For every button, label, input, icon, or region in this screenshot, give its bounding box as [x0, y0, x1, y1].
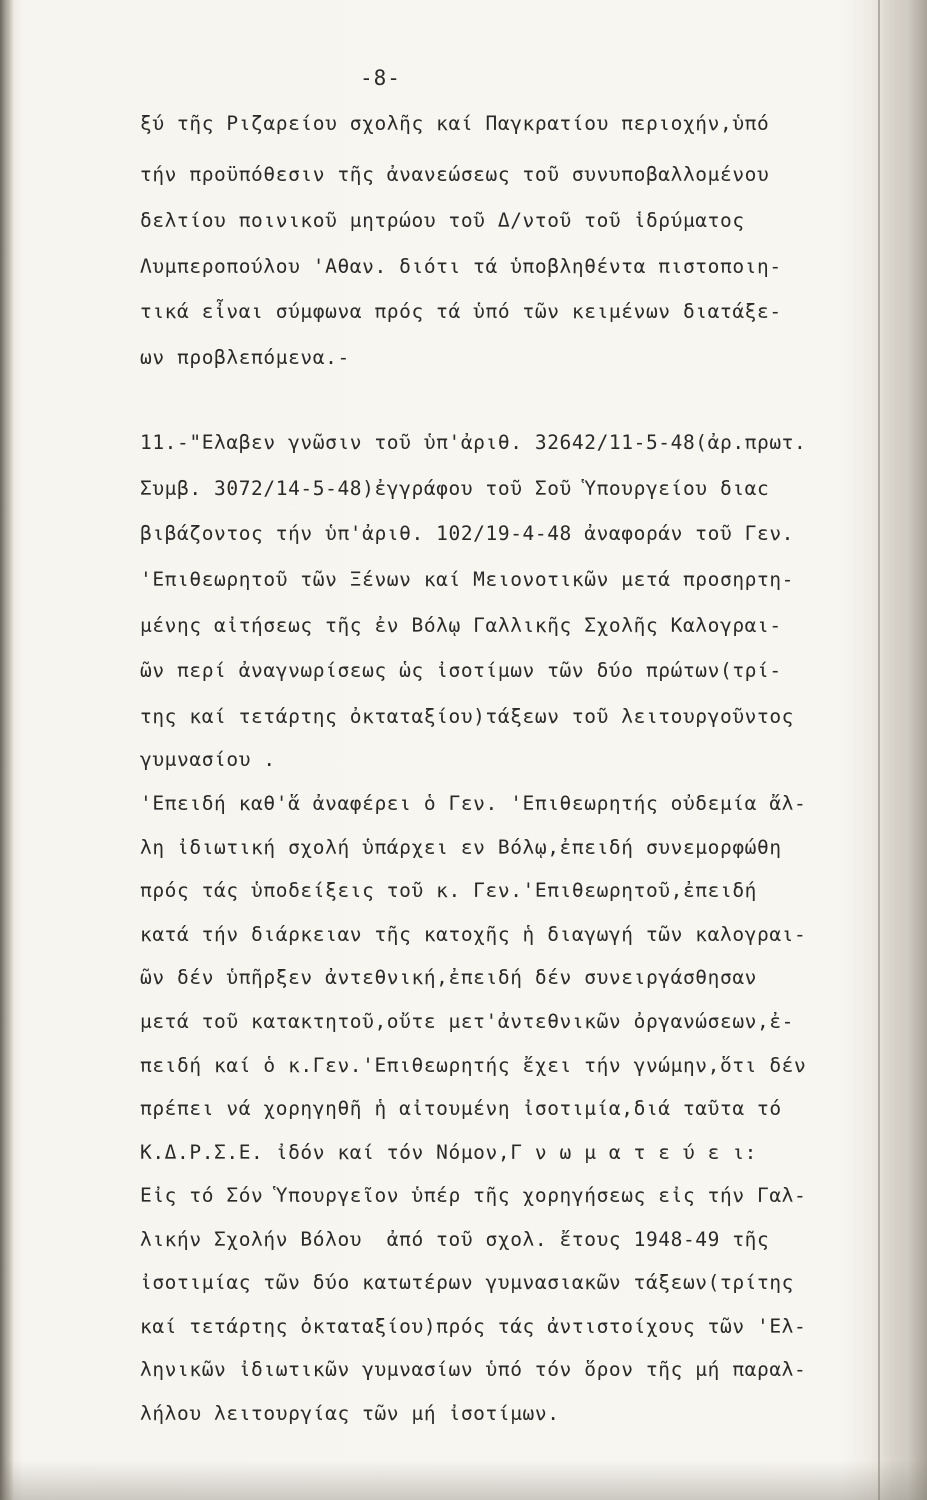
text-line: Λυμπεροπούλου 'Αθαν. διότι τά ὑποβληθέντα πιστοποιη-: [140, 255, 782, 278]
text-line: ληνικῶν ἰδιωτικῶν γυμνασίων ὑπό τόν ὅρον τῆς μή παραλ-: [140, 1358, 807, 1381]
text-line: ξύ τῆς Ριζαρείου σχολῆς καί Παγκρατίου περιοχήν,ὑπό: [140, 112, 770, 135]
text-line: τικά εἶναι σύμφωνα πρός τά ὑπό τῶν κειμένων διατάξε-: [140, 300, 782, 323]
text-line: 11.-"Ελαβεν γνῶσιν τοῦ ὑπ'ἀριθ. 32642/11-5-48(ἀρ.πρωτ.: [140, 431, 807, 454]
text-line: Εἰς τό Σόν Ὑπουργεῖον ὑπέρ τῆς χορηγήσεως εἰς τήν Γαλ-: [140, 1184, 807, 1207]
text-line: λικήν Σχολήν Βόλου ἀπό τοῦ σχολ. ἔτους 1948-49 τῆς: [140, 1228, 770, 1251]
text-line: πρός τάς ὑποδείξεις τοῦ κ. Γεν.'Επιθεωρητοῦ,ἐπειδή: [140, 879, 757, 902]
text-line: βιβάζοντος τήν ὑπ'ἀριθ. 102/19-4-48 ἀναφοράν τοῦ Γεν.: [140, 522, 795, 545]
text-line: πειδή καί ὁ κ.Γεν.'Επιθεωρητής ἔχει τήν γνώμην,ὅτι δέν: [140, 1054, 807, 1077]
text-line: της καί τετάρτης ὀκταταξίου)τάξεων τοῦ λειτουργοῦντος: [140, 705, 795, 728]
text-line: μετά τοῦ κατακτητοῦ,οὔτε μετ'ἀντεθνικῶν ὀργανώσεων,ἐ-: [140, 1010, 795, 1033]
text-line: γυμνασίου .: [140, 748, 276, 771]
text-line: καί τετάρτης ὀκταταξίου)πρός τάς ἀντιστοίχους τῶν 'Ελ-: [140, 1315, 807, 1338]
text-line: λήλου λειτουργίας τῶν μή ἰσοτίμων.: [140, 1402, 560, 1425]
left-page-edge: [0, 0, 14, 1500]
text-line: ῶν περί ἀναγνωρίσεως ὡς ἰσοτίμων τῶν δύο πρώτων(τρί-: [140, 659, 782, 682]
text-line: Κ.Δ.Ρ.Σ.Ε. ἰδόν καί τόν Νόμον,Γ ν ω μ α τ ε ύ ε ι:: [140, 1141, 757, 1164]
text-line: δελτίου ποινικοῦ μητρώου τοῦ Δ/ντοῦ τοῦ ἱδρύματος: [140, 209, 745, 232]
fold-line: [878, 0, 880, 1500]
text-line: ων προβλεπόμενα.-: [140, 346, 350, 369]
text-line: πρέπει νά χορηγηθῆ ἡ αἰτουμένη ἰσοτιμία,διά ταῦτα τό: [140, 1097, 782, 1120]
text-line: Συμβ. 3072/14-5-48)ἐγγράφου τοῦ Σοῦ Ὑπουργείου διαc: [140, 477, 770, 500]
text-line: μένης αἰτήσεως τῆς ἐν Βόλῳ Γαλλικῆς Σχολῆς Καλογραι-: [140, 614, 782, 637]
text-line: ἰσοτιμίας τῶν δύο κατωτέρων γυμνασιακῶν τάξεων(τρίτης: [140, 1271, 795, 1294]
bottom-shadow: [0, 1460, 927, 1500]
text-line: λη ἰδιωτική σχολή ὑπάρχει εν Βόλῳ,ἐπειδή συνεμορφώθη: [140, 836, 782, 859]
text-line: τήν προϋπόθεσιν τῆς ἀνανεώσεως τοῦ συνυποβαλλομένου: [140, 163, 770, 186]
page-number: -8-: [360, 66, 401, 90]
text-line: 'Επειδή καθ'ἅ ἀναφέρει ὁ Γεν. 'Επιθεωρητής οὐδεμία ἄλ-: [140, 792, 807, 815]
text-line: 'Επιθεωρητοῦ τῶν Ξένων καί Μειονοτικῶν μετά προσηρτη-: [140, 568, 795, 591]
right-page-edge: [877, 0, 927, 1500]
text-line: κατά τήν διάρκειαν τῆς κατοχῆς ἡ διαγωγή τῶν καλογραι-: [140, 923, 807, 946]
text-line: ῶν δέν ὑπῆρξεν ἀντεθνική,ἐπειδή δέν συνειργάσθησαν: [140, 966, 757, 989]
